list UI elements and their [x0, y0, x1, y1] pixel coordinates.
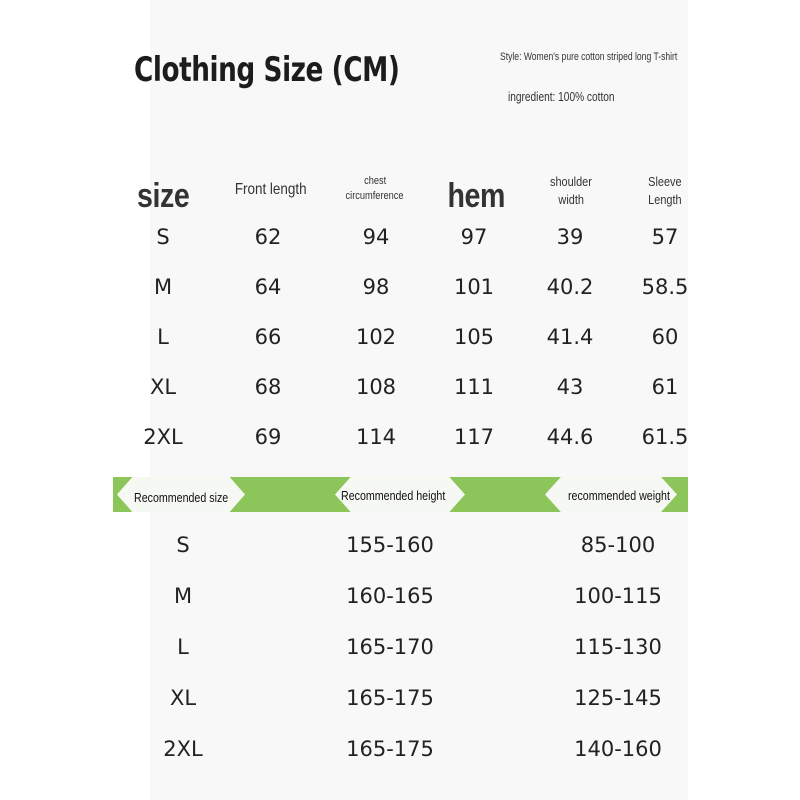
- table-cell: 62: [254, 225, 282, 249]
- table-cell: XL: [149, 375, 177, 399]
- header-hem: hem: [447, 177, 505, 215]
- table-cell: 60: [651, 325, 679, 349]
- table-cell: 102: [355, 325, 397, 349]
- table-cell: M: [153, 275, 173, 299]
- table-cell: 43: [556, 375, 584, 399]
- table-cell: 41.4: [546, 325, 594, 349]
- header-shoulder-width: shoulder width: [550, 174, 592, 207]
- table-cell: 114: [355, 425, 397, 449]
- table-cell: S: [156, 225, 170, 249]
- table-cell: 69: [254, 425, 282, 449]
- table-cell: 61.5: [641, 425, 689, 449]
- table-cell: 108: [355, 375, 397, 399]
- table-cell: 165-170: [346, 635, 434, 659]
- table-cell: 64: [254, 275, 282, 299]
- table-cell: 101: [453, 275, 495, 299]
- table-cell: S: [176, 533, 190, 557]
- header-front-length: Front length: [235, 181, 307, 198]
- table-cell: 98: [362, 275, 390, 299]
- table-cell: 100-115: [574, 584, 662, 608]
- table-cell: 40.2: [546, 275, 594, 299]
- table-cell: 115-130: [574, 635, 662, 659]
- table-cell: 85-100: [580, 533, 656, 557]
- table-cell: 44.6: [546, 425, 594, 449]
- background-panel: [150, 0, 688, 800]
- header-recommended-height: Recommended height: [341, 488, 446, 503]
- table-cell: L: [177, 635, 189, 659]
- header-chest-circumference: chest circumference: [345, 175, 405, 202]
- header-sleeve-length: Sleeve Length: [648, 174, 682, 207]
- table-cell: 61: [651, 375, 679, 399]
- table-cell: 165-175: [346, 686, 434, 710]
- table-cell: 2XL: [143, 425, 183, 449]
- table-cell: 160-165: [346, 584, 434, 608]
- table-cell: L: [157, 325, 169, 349]
- table-cell: M: [173, 584, 193, 608]
- table-cell: 58.5: [641, 275, 689, 299]
- table-cell: 165-175: [346, 737, 434, 761]
- table-cell: 57: [651, 225, 679, 249]
- table-cell: 117: [453, 425, 495, 449]
- table-cell: 68: [254, 375, 282, 399]
- page-title: Clothing Size (CM): [134, 50, 400, 90]
- ingredient-description: ingredient: 100% cotton: [508, 89, 615, 104]
- table-cell: 140-160: [574, 737, 662, 761]
- header-recommended-size: Recommended size: [134, 490, 229, 505]
- table-cell: 155-160: [346, 533, 434, 557]
- style-description: Style: Women's pure cotton striped long T-shirt: [500, 51, 678, 63]
- table-cell: 39: [556, 225, 584, 249]
- table-cell: 105: [453, 325, 495, 349]
- table-cell: 2XL: [163, 737, 203, 761]
- header-size: size: [136, 177, 190, 215]
- table-cell: 125-145: [574, 686, 662, 710]
- table-cell: 111: [453, 375, 495, 399]
- header-recommended-weight: recommended weight: [568, 488, 670, 503]
- table-cell: 94: [362, 225, 390, 249]
- table-cell: 97: [460, 225, 488, 249]
- table-cell: 66: [254, 325, 282, 349]
- table-cell: XL: [169, 686, 197, 710]
